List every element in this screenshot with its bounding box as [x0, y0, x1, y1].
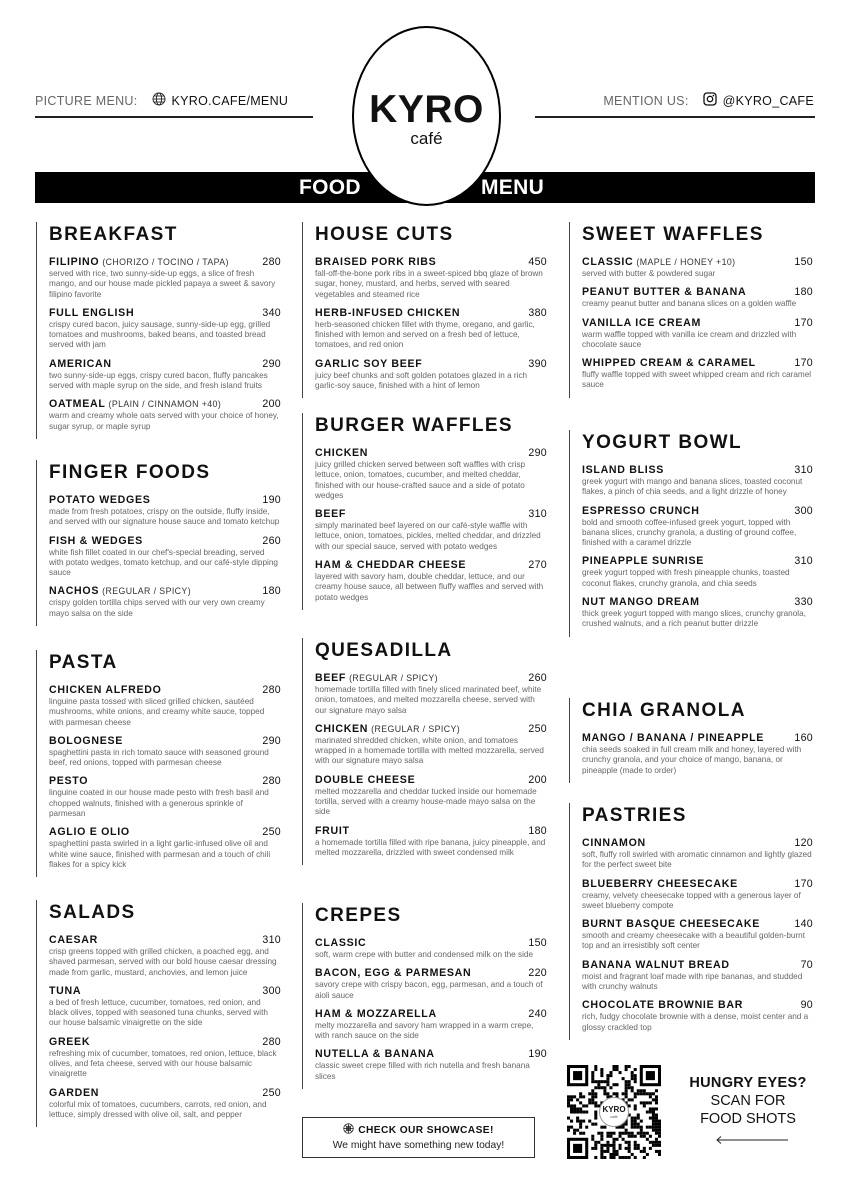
menu-item: [582, 918, 815, 952]
menu-item: [315, 825, 549, 859]
menu-item: [49, 494, 283, 528]
item-name: FULL ENGLISH: [49, 306, 135, 319]
item-name: CHICKEN ALFREDO: [49, 684, 162, 696]
item-name: POTATO WEDGES: [49, 494, 151, 506]
item-price: 310: [262, 934, 281, 946]
item-name: BACON, EGG & PARMESAN: [315, 967, 472, 980]
item-price: 180: [528, 824, 547, 837]
item-description: made from fresh potatoes, crispy on the outside, fluffy inside, and served with our signature house sauce and tomato ketchup: [49, 507, 280, 527]
section-crepes: [302, 903, 549, 1089]
item-price: 220: [528, 967, 547, 980]
item-name: NUTELLA & BANANA: [315, 1048, 435, 1061]
item-name: HAM & MOZZARELLA: [315, 1007, 437, 1020]
item-description: fall-off-the-bone pork ribs in a sweet-spiced bbq glaze of brown sugar, honey, mustard, and herbs, served with seared vegetables and steamed rice: [315, 269, 543, 299]
menu-item: [582, 317, 815, 351]
item-price: 310: [528, 508, 547, 521]
section-salads: [36, 900, 283, 1127]
item-name: FILIPINO: [49, 256, 100, 268]
section-title: SALADS: [49, 902, 136, 923]
item-name: CLASSIC: [582, 256, 634, 268]
item-options: (REGULAR / SPICY): [349, 673, 438, 683]
item-description: creamy, velvety cheesecake topped with a generous layer of sweet blueberry compote: [582, 890, 801, 910]
item-price: 240: [528, 1007, 547, 1020]
item-price: 190: [528, 1048, 547, 1061]
menu-item: [315, 937, 549, 960]
section-burger-waffles: [302, 413, 549, 610]
section-title: YOGURT BOWL: [582, 432, 742, 453]
item-price: 170: [794, 357, 813, 370]
showcase-box: [302, 1117, 535, 1158]
item-price: 250: [528, 722, 547, 735]
scan-prompt-title: HUNGRY EYES?: [689, 1075, 807, 1091]
item-price: 70: [800, 958, 813, 971]
item-price: 450: [528, 256, 547, 268]
item-name: CINNAMON: [582, 837, 646, 849]
item-name: MANGO / BANANA / PINEAPPLE: [582, 732, 765, 744]
menu-item: [49, 684, 283, 728]
item-name: CHICKEN: [315, 722, 369, 735]
logo-wordmark: KYRO: [369, 88, 484, 131]
menu-item: [582, 464, 815, 498]
scan-prompt-line2: SCAN FOR: [710, 1093, 786, 1109]
item-description: thick greek yogurt topped with mango slices, crunchy granola, crushed walnuts, and a rich peanut butter drizzle: [582, 609, 806, 629]
menu-item: [582, 596, 815, 630]
item-description: two sunny-side-up eggs, crispy cured bacon, fluffy pancakes served with maple syrup on the side, and fresh island fruits: [49, 370, 268, 391]
picture-menu-label: PICTURE MENU:: [35, 93, 138, 108]
menu-item: [582, 286, 815, 309]
item-options: (MAPLE / HONEY +10): [636, 257, 736, 267]
qr-logo-main: KYRO: [602, 1105, 626, 1114]
item-price: 260: [262, 534, 281, 547]
item-description: soft, fluffy roll swirled with aromatic cinnamon and lightly glazed for the perfect sweet bite: [582, 850, 812, 870]
menu-item: [315, 256, 549, 300]
item-price: 330: [794, 596, 813, 609]
item-price: 150: [528, 937, 547, 949]
section-title: HOUSE CUTS: [315, 224, 454, 245]
item-description: crispy cured bacon, juicy sausage, sunny-side-up egg, grilled tomatoes and mushrooms, baked beans, and toasted bread served with jam: [49, 319, 271, 350]
item-description: layered with savory ham, double cheddar, lettuce, and our creamy house sauce, all between fluffy waffles and served with potato wedges: [315, 572, 544, 602]
item-description: warm and creamy whole oats served with your choice of honey, sugar syrup, or maple syrup: [49, 411, 279, 431]
showcase-subtitle: We might have something new today!: [332, 1140, 505, 1151]
menu-item: [49, 358, 283, 392]
menu-item: [582, 837, 815, 871]
menu-item: [315, 672, 549, 716]
menu-item: [49, 256, 283, 300]
menu-item: [582, 555, 815, 589]
item-description: linguine coated in our house made pesto with fresh basil and chopped walnuts, finished with a generous sprinkle of parmesan: [49, 788, 269, 819]
menu-item: [315, 967, 549, 1001]
menu-item: [582, 878, 815, 912]
menu-item: [582, 256, 815, 279]
item-price: 310: [794, 555, 813, 568]
menu-item: [582, 999, 815, 1033]
item-description: a homemade tortilla filled with ripe banana, juicy pineapple, and melted mozzarella, drizzled with sweet condensed milk: [315, 837, 546, 857]
menu-item: [315, 358, 549, 392]
header-divider-right: [535, 116, 815, 118]
item-price: 170: [794, 316, 813, 329]
item-price: 250: [262, 1086, 281, 1099]
section-title: PASTA: [49, 652, 118, 673]
menu-item: [315, 774, 549, 818]
band-title-food: FOOD: [299, 176, 361, 199]
item-name: CLASSIC: [315, 937, 367, 949]
item-name: WHIPPED CREAM & CARAMEL: [582, 357, 756, 370]
item-name: CHICKEN: [315, 447, 369, 459]
menu-item: [49, 535, 283, 579]
item-price: 300: [262, 984, 281, 997]
section-sweet-waffles: [569, 222, 815, 398]
qr-logo: [599, 1097, 629, 1127]
item-price: 150: [794, 256, 813, 268]
item-description: served with rice, two sunny-side-up eggs, a slice of fresh mango, and our house made pickled papaya a sweet & savory filipino favorite: [49, 269, 276, 299]
item-options: (CHORIZO / TOCINO / TAPA): [102, 257, 229, 267]
item-description: colorful mix of tomatoes, cucumbers, carrots, red onion, and lettuce, simply dressed with olive oil, salt, and pepper: [49, 1099, 267, 1119]
menu-item: [49, 775, 283, 819]
menu-item: [582, 732, 815, 776]
kyro-cafe-logo: [352, 26, 501, 206]
item-price: 290: [262, 357, 281, 370]
item-price: 290: [528, 447, 547, 459]
arrow-left-icon: [716, 1136, 788, 1144]
item-name: HERB-INFUSED CHICKEN: [315, 306, 461, 319]
scan-prompt: [672, 1074, 824, 1128]
item-name: HAM & CHEDDAR CHEESE: [315, 559, 467, 572]
menu-item: [49, 1036, 283, 1080]
item-description: spaghettini pasta swirled in a light garlic-infused olive oil and white wine sauce, finished with parmesan and a touch of chili flakes for a spicy kick: [49, 839, 271, 869]
item-description: warm waffle topped with vanilla ice cream and drizzled with chocolate sauce: [582, 329, 797, 349]
item-description: homemade tortilla filled with finely sliced marinated beef, white onion, tomatoes, and melted mozzarella cheese, served with our signature mayo salsa: [315, 685, 542, 715]
item-price: 200: [262, 398, 281, 411]
item-price: 90: [800, 999, 813, 1012]
item-name: OATMEAL: [49, 398, 106, 411]
item-name: PINEAPPLE SUNRISE: [582, 555, 704, 568]
item-description: refreshing mix of cucumber, tomatoes, red onion, lettuce, black olives, and feta cheese, served with our house balsamic vinaigrette: [49, 1048, 277, 1079]
item-options: (REGULAR / SPICY): [371, 723, 461, 734]
section-title: CREPES: [315, 905, 402, 926]
section-finger-foods: [36, 460, 283, 626]
section-title: PASTRIES: [582, 805, 687, 826]
item-name: VANILLA ICE CREAM: [582, 316, 702, 329]
qr-logo-sub: café: [610, 1114, 618, 1119]
menu-item: [49, 934, 283, 978]
section-title: QUESADILLA: [315, 640, 453, 661]
globe-icon: [152, 92, 166, 109]
item-price: 310: [794, 464, 813, 476]
menu-item: [49, 985, 283, 1029]
section-pastries: [569, 803, 815, 1040]
item-name: BRAISED PORK RIBS: [315, 256, 437, 268]
item-price: 270: [528, 559, 547, 572]
item-price: 120: [794, 837, 813, 849]
logo-subtitle: café: [410, 129, 443, 148]
mention-us: [603, 92, 814, 109]
item-description: crisp greens topped with grilled chicken, a poached egg, and shaved parmesan, served with our bold house caesar dressing made from garlic, mustard, anchovies, and lemon juice: [49, 947, 277, 977]
item-price: 250: [262, 826, 281, 839]
item-price: 280: [262, 684, 281, 696]
item-name: PEANUT BUTTER & BANANA: [582, 286, 747, 299]
item-description: a bed of fresh lettuce, cucumber, tomatoes, red onion, and black olives, topped with seasoned tuna chunks, served with our house balsamic vinaigrette on the side: [49, 997, 268, 1028]
item-name: TUNA: [49, 984, 82, 997]
item-price: 200: [528, 773, 547, 786]
qr-code-icon[interactable]: [567, 1065, 661, 1159]
item-name: BLUEBERRY CHEESECAKE: [582, 877, 738, 890]
item-name: AMERICAN: [49, 357, 112, 370]
item-description: greek yogurt with mango and banana slices, toasted coconut flakes, a pinch of chia seeds, and a light drizzle of honey: [582, 477, 803, 497]
menu-item: [315, 1008, 549, 1042]
menu-item: [49, 398, 283, 432]
item-name: BOLOGNESE: [49, 734, 123, 747]
item-price: 160: [794, 732, 813, 744]
item-description: white fish fillet coated in our chef's-special breading, served with potato wedges, tomato ketchup, and our café-style dipping sauce: [49, 547, 278, 578]
item-description: crispy golden tortilla chips served with our very own creamy mayo salsa on the side: [49, 598, 265, 618]
item-price: 140: [794, 918, 813, 931]
item-description: smooth and creamy cheesecake with a beautiful golden-burnt top and an irresistibly soft center: [582, 931, 806, 951]
item-name: BEEF: [315, 672, 347, 684]
item-name: CHOCOLATE BROWNIE BAR: [582, 999, 744, 1012]
menu-item: [582, 959, 815, 993]
item-description: melted mozzarella and cheddar tucked inside our homemade tortilla, served with a creamy house-made mayo salsa on the side: [315, 786, 537, 817]
showcase-title: CHECK OUR SHOWCASE!: [358, 1124, 494, 1136]
item-price: 280: [262, 256, 281, 268]
section-breakfast: [36, 222, 283, 439]
item-description: juicy beef chunks and soft golden potatoes glazed in a rich garlic-soy sauce, finished with a hint of lemon: [315, 370, 528, 391]
item-price: 170: [794, 877, 813, 890]
item-name: ESPRESSO CRUNCH: [582, 504, 700, 517]
item-description: savory crepe with crispy bacon, egg, parmesan, and a touch of aioli sauce: [315, 980, 543, 1000]
item-price: 180: [794, 286, 813, 299]
menu-item: [49, 735, 283, 769]
item-name: GREEK: [49, 1035, 91, 1048]
item-price: 190: [262, 494, 281, 506]
menu-item: [315, 1048, 549, 1082]
item-description: greek yogurt topped with fresh pineapple chunks, toasted coconut flakes, crunchy granola, and chia seeds: [582, 568, 790, 588]
item-description: juicy grilled chicken served between soft waffles with crisp lettuce, onion, tomatoes, cucumber, and melted cheddar, finished with our house-crafted sauce and a side of potato wedges: [315, 460, 526, 500]
item-price: 280: [262, 775, 281, 788]
item-price: 290: [262, 734, 281, 747]
mention-label: MENTION US:: [603, 93, 689, 108]
item-description: linguine pasta tossed with sliced grilled chicken, sautéed mushrooms, white onions, and creamy white sauce, topped with parmesan cheese: [49, 697, 265, 727]
item-price: 390: [528, 357, 547, 370]
mention-handle[interactable]: @KYRO_CAFE: [722, 93, 814, 108]
section-quesadilla: [302, 638, 549, 865]
item-description: melty mozzarella and savory ham wrapped in a warm crepe, with ranch sauce on the side: [315, 1020, 534, 1041]
section-title: CHIA GRANOLA: [582, 700, 746, 721]
item-price: 380: [528, 306, 547, 319]
menu-item: [49, 585, 283, 619]
item-description: rich, fudgy chocolate brownie with a dense, moist center and a glossy crackled top: [582, 1012, 809, 1032]
section-yogurt-bowl: [569, 430, 815, 637]
item-description: soft, warm crepe with butter and condensed milk on the side: [315, 950, 533, 959]
item-name: GARDEN: [49, 1086, 100, 1099]
menu-item: [49, 307, 283, 351]
header-divider-left: [35, 116, 313, 118]
item-price: 180: [262, 585, 281, 598]
picture-menu-link[interactable]: KYRO.CAFE/MENU: [171, 93, 289, 108]
item-price: 280: [262, 1035, 281, 1048]
section-title: FINGER FOODS: [49, 462, 211, 483]
item-price: 340: [262, 306, 281, 319]
menu-item: [315, 559, 549, 603]
menu-item: [582, 505, 815, 549]
item-name: NUT MANGO DREAM: [582, 596, 700, 609]
section-chia-granola: [569, 698, 815, 783]
item-name: GARLIC SOY BEEF: [315, 357, 423, 370]
instagram-icon: [703, 92, 717, 109]
item-options: (REGULAR / SPICY): [102, 586, 192, 597]
item-name: BANANA WALNUT BREAD: [582, 958, 730, 971]
section-house-cuts: [302, 222, 549, 398]
item-price: 260: [528, 672, 547, 684]
showcase-icon: [343, 1123, 354, 1137]
menu-item: [315, 723, 549, 767]
item-name: BURNT BASQUE CHEESECAKE: [582, 918, 760, 931]
section-pasta: [36, 650, 283, 877]
item-description: chia seeds soaked in full cream milk and honey, layered with crunchy granola, and your choice of mango, banana, or pineapple (made to order): [582, 745, 802, 775]
item-description: fluffy waffle topped with sweet whipped cream and rich caramel sauce: [582, 370, 812, 390]
item-description: simply marinated beef layered on our café-style waffle with lettuce, onion, tomatoes, pickles, melted cheddar, and drizzled with our special sauce, served with potato wedges: [315, 521, 541, 551]
item-name: DOUBLE CHEESE: [315, 773, 416, 786]
item-name: AGLIO E OLIO: [49, 826, 130, 839]
item-name: PESTO: [49, 775, 89, 788]
menu-item: [315, 508, 549, 552]
item-description: moist and fragrant loaf made with ripe bananas, and studded with crunchy walnuts: [582, 971, 803, 992]
picture-menu: [35, 92, 288, 109]
item-name: BEEF: [315, 508, 347, 521]
section-title: BURGER WAFFLES: [315, 415, 513, 436]
item-description: spaghettini pasta in rich tomato sauce with seasoned ground beef, red onions, topped with parmesan cheese: [49, 747, 269, 768]
item-options: (PLAIN / CINNAMON +40): [108, 399, 222, 410]
item-name: FRUIT: [315, 824, 350, 837]
item-description: creamy peanut butter and banana slices on a golden waffle: [582, 299, 797, 309]
item-price: 300: [794, 504, 813, 517]
item-description: herb-seasoned chicken fillet with thyme, oregano, and garlic, finished with lemon and served on a fresh bed of lettuce, tomatoes, and red onion: [315, 319, 535, 350]
item-description: bold and smooth coffee-infused greek yogurt, topped with banana slices, crunchy granola, a dusting of ground coffee, finished with a caramel drizzle: [582, 517, 797, 548]
menu-item: [315, 447, 549, 501]
menu-item: [315, 307, 549, 351]
item-name: FISH & WEDGES: [49, 534, 143, 547]
band-title-menu: MENU: [481, 176, 545, 199]
item-name: CAESAR: [49, 934, 98, 946]
section-title: SWEET WAFFLES: [582, 224, 764, 245]
menu-item: [582, 357, 815, 391]
item-name: NACHOS: [49, 585, 100, 598]
section-title: BREAKFAST: [49, 224, 178, 245]
item-description: served with butter & powdered sugar: [582, 269, 716, 278]
item-description: classic sweet crepe filled with rich nutella and fresh banana slices: [315, 1061, 530, 1081]
scan-prompt-line3: FOOD SHOTS: [700, 1111, 796, 1127]
menu-item: [49, 1087, 283, 1121]
item-description: marinated shredded chicken, white onion, and tomatoes wrapped in a homemade tortilla with melted mozzarella, served with our signature mayo salsa: [315, 735, 544, 766]
menu-item: [49, 826, 283, 870]
item-name: ISLAND BLISS: [582, 464, 664, 476]
